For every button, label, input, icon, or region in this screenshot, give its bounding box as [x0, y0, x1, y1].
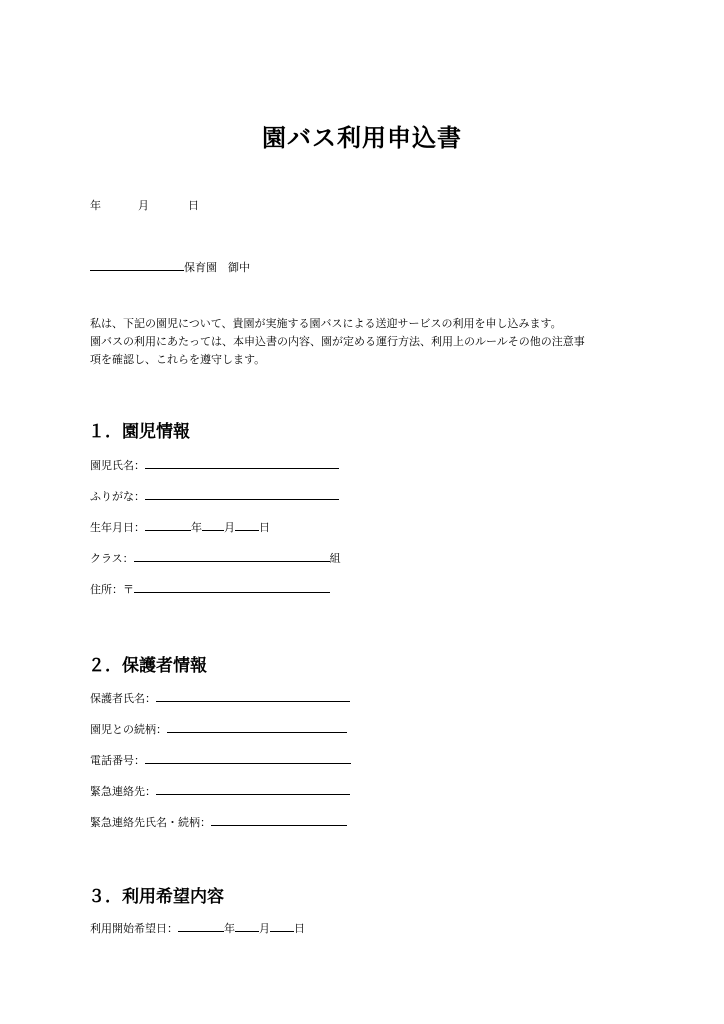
date-year-field[interactable]: 年: [90, 199, 101, 212]
intro-line-3: 項を確認し、これらを遵守します。: [90, 353, 266, 366]
child-kana-row: [90, 487, 339, 504]
emergency-contact-field[interactable]: [156, 782, 350, 795]
child-kana-label: ふりがな：: [90, 490, 145, 503]
class-suffix: 組: [329, 552, 341, 565]
start-year-field[interactable]: [178, 919, 224, 932]
address-row: [90, 580, 330, 597]
section-1-heading: １．園児情報: [88, 422, 190, 442]
address-field[interactable]: [134, 580, 330, 593]
date-day-field[interactable]: 日: [188, 199, 199, 212]
phone-label: 電話番号：: [90, 754, 145, 767]
relation-field[interactable]: [167, 720, 347, 733]
child-name-label: 園児氏名：: [90, 459, 145, 472]
relation-label: 園児との続柄：: [90, 723, 167, 736]
guardian-name-row: [90, 689, 350, 706]
intro-line-1: 私は、下記の園児について、貴園が実施する園バスによる送迎サービスの利用を申し込みます。: [90, 317, 562, 330]
child-name-row: [90, 456, 339, 473]
phone-row: [90, 751, 351, 768]
class-row: [90, 549, 341, 566]
start-date-label: 利用開始希望日：: [90, 922, 178, 935]
child-name-field[interactable]: [145, 456, 339, 469]
addressee-line: [90, 258, 250, 276]
birth-year-field[interactable]: [145, 518, 191, 531]
birth-month-field[interactable]: [202, 518, 224, 531]
birth-day-field[interactable]: [235, 518, 259, 531]
date-line: [90, 198, 199, 214]
class-field[interactable]: [134, 549, 330, 562]
class-label: クラス：: [90, 552, 134, 565]
start-day-field[interactable]: [270, 919, 294, 932]
section-3-heading: ３．利用希望内容: [88, 887, 224, 907]
emergency-name-field[interactable]: [211, 813, 347, 826]
addressee-suffix: 保育園 御中: [184, 261, 250, 274]
child-kana-field[interactable]: [145, 487, 339, 500]
guardian-name-field[interactable]: [156, 689, 350, 702]
intro-paragraph: [90, 316, 650, 368]
date-month-field[interactable]: 月: [138, 199, 149, 212]
emergency-contact-row: [90, 782, 350, 799]
relation-row: [90, 720, 347, 737]
phone-field[interactable]: [145, 751, 351, 764]
emergency-name-row: [90, 813, 347, 830]
emergency-contact-label: 緊急連絡先：: [90, 785, 156, 798]
document-title: 園バス利用申込書: [262, 124, 462, 152]
nursery-name-field[interactable]: [90, 258, 184, 271]
birth-date-label: 生年月日：: [90, 521, 145, 534]
guardian-name-label: 保護者氏名：: [90, 692, 156, 705]
emergency-name-label: 緊急連絡先氏名・続柄：: [90, 816, 211, 829]
start-month-field[interactable]: [235, 919, 259, 932]
start-date-row: 利用開始希望日： 年 月 日: [90, 919, 305, 936]
intro-line-2: 園バスの利用にあたっては、本申込書の内容、園が定める運行方法、利用上のルールその他の注意事: [90, 335, 585, 348]
section-2-heading: ２．保護者情報: [88, 656, 207, 676]
birth-date-row: 生年月日： 年 月 日: [90, 518, 270, 535]
address-label: 住所：〒: [90, 583, 134, 596]
